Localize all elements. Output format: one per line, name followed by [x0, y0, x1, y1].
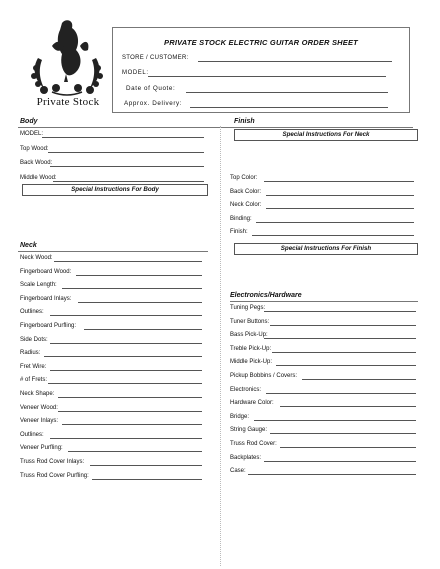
field-label: MODEL: — [20, 131, 44, 137]
neck-heading: Neck — [20, 242, 37, 249]
field-line[interactable] — [280, 447, 416, 448]
field-line[interactable] — [280, 406, 416, 407]
field-label: Top Color: — [230, 175, 258, 181]
form-field[interactable] — [230, 399, 416, 408]
form-field[interactable] — [20, 417, 202, 426]
electronics-heading: Electronics/Hardware — [230, 292, 302, 299]
form-field[interactable] — [20, 145, 204, 154]
field-label: Back Color: — [230, 188, 262, 195]
field-label: Case: — [230, 468, 246, 475]
brand-name: Private Stock — [36, 96, 100, 108]
form-field[interactable] — [20, 159, 204, 168]
field-label: Outlines: — [20, 309, 44, 316]
field-label: Bridge: — [230, 413, 250, 420]
form-field[interactable] — [230, 372, 416, 381]
form-field[interactable] — [20, 404, 202, 413]
form-field[interactable] — [230, 304, 416, 313]
field-label: Middle Wood: — [20, 174, 57, 181]
form-field[interactable] — [20, 363, 202, 372]
field-line[interactable] — [302, 379, 416, 380]
store-customer-field[interactable] — [122, 54, 392, 63]
electronics-rule — [230, 301, 418, 302]
form-field[interactable] — [20, 458, 202, 467]
neck-instructions-box[interactable]: Special Instructions For Neck — [234, 129, 418, 141]
field-line[interactable] — [264, 181, 414, 182]
field-label: Radius: — [20, 350, 41, 357]
field-label: Bass Pick-Up: — [230, 332, 268, 339]
field-line[interactable] — [254, 420, 416, 421]
form-field[interactable] — [230, 345, 416, 354]
field-label: Side Dots: — [20, 336, 48, 343]
field-line[interactable] — [68, 451, 202, 452]
form-field[interactable] — [230, 467, 416, 476]
form-field[interactable] — [20, 336, 202, 345]
field-label: Middle Pick-Up: — [230, 359, 273, 366]
field-line[interactable] — [44, 356, 202, 357]
field-label: Top Wood: — [20, 145, 49, 152]
field-label: Electronics: — [230, 386, 262, 393]
field-label: Outlines: — [20, 431, 44, 438]
field-label: Tuning Pegs: — [230, 305, 266, 311]
field-label: Fingerboard Inlays: — [20, 295, 72, 302]
field-label: Pickup Bobbins / Covers: — [230, 373, 298, 379]
field-line[interactable] — [248, 474, 416, 475]
field-label: Approx. Delivery: — [124, 100, 183, 107]
field-label: Neck Wood: — [20, 255, 53, 261]
field-label: Fret Wire: — [20, 363, 47, 370]
form-field[interactable] — [20, 295, 202, 304]
field-label: Date of Quote: — [126, 85, 176, 92]
field-line[interactable] — [270, 433, 416, 434]
finish-heading: Finish — [234, 118, 255, 125]
form-field[interactable] — [230, 440, 416, 449]
field-line[interactable] — [50, 370, 202, 371]
approx-delivery-field[interactable] — [124, 100, 388, 109]
field-line[interactable] — [264, 338, 416, 339]
field-label: Veneer Purfling: — [20, 445, 63, 452]
form-field[interactable] — [230, 331, 416, 340]
field-line[interactable] — [276, 365, 416, 366]
field-label: Hardware Color: — [230, 400, 274, 407]
form-field[interactable] — [20, 130, 204, 139]
field-line[interactable] — [50, 315, 202, 316]
model-field[interactable] — [122, 69, 386, 78]
field-line[interactable] — [186, 92, 388, 93]
form-field[interactable] — [20, 254, 202, 263]
field-line[interactable] — [62, 424, 202, 425]
field-line[interactable] — [42, 137, 204, 138]
field-line[interactable] — [266, 195, 414, 196]
form-field[interactable] — [230, 228, 414, 237]
field-line[interactable] — [198, 61, 392, 62]
field-label: Back Wood: — [20, 160, 53, 166]
form-field[interactable] — [230, 413, 416, 422]
field-label: Neck Shape: — [20, 391, 55, 397]
field-line[interactable] — [54, 261, 202, 262]
field-label: Truss Rod Cover Inlays: — [20, 459, 85, 465]
field-line[interactable] — [92, 479, 202, 480]
form-field[interactable] — [230, 174, 414, 183]
field-line[interactable] — [48, 383, 202, 384]
form-field[interactable] — [230, 188, 414, 197]
column-divider — [220, 126, 221, 566]
form-field[interactable] — [230, 215, 414, 224]
field-label: MODEL: — [122, 70, 149, 76]
form-title: PRIVATE STOCK ELECTRIC GUITAR ORDER SHEET — [164, 38, 358, 47]
form-field[interactable] — [20, 431, 202, 440]
field-label: Binding: — [230, 215, 252, 222]
field-label: Veneer Wood: — [20, 404, 58, 411]
field-line[interactable] — [190, 107, 388, 108]
date-of-quote-field[interactable] — [126, 85, 388, 94]
field-label: Truss Rod Cover: — [230, 441, 277, 447]
field-line[interactable] — [58, 411, 202, 412]
field-label: Scale Length: — [20, 282, 57, 289]
field-line[interactable] — [50, 343, 202, 344]
form-field[interactable] — [20, 268, 202, 277]
field-label: Treble Pick-Up: — [230, 345, 272, 352]
form-field[interactable] — [230, 454, 416, 463]
body-instructions-box[interactable]: Special Instructions For Body — [22, 184, 208, 196]
field-line[interactable] — [272, 352, 416, 353]
field-label: Truss Rod Cover Purfling: — [20, 472, 89, 479]
field-line[interactable] — [266, 393, 416, 394]
field-line[interactable] — [84, 329, 202, 330]
form-field[interactable] — [20, 444, 202, 453]
field-line[interactable] — [90, 465, 202, 466]
field-line[interactable] — [264, 461, 416, 462]
neck-rule — [18, 251, 208, 252]
body-heading: Body — [20, 118, 38, 125]
field-label: # of Frets: — [20, 377, 48, 384]
field-label: Backplates: — [230, 454, 262, 461]
field-label: Neck Color: — [230, 202, 262, 208]
field-label: Finish: — [230, 229, 248, 235]
field-label: Tuner Buttons: — [230, 318, 270, 325]
section-rule — [18, 127, 413, 128]
field-line[interactable] — [48, 152, 204, 153]
field-line[interactable] — [270, 325, 416, 326]
field-line[interactable] — [78, 302, 202, 303]
field-line[interactable] — [264, 311, 416, 312]
field-line[interactable] — [50, 438, 202, 439]
form-field[interactable] — [230, 318, 416, 327]
field-label: STORE / CUSTOMER: — [122, 55, 189, 61]
form-field[interactable] — [20, 281, 202, 290]
field-label: Fingerboard Purfling: — [20, 323, 77, 329]
form-field[interactable] — [20, 322, 202, 331]
field-line[interactable] — [50, 166, 204, 167]
field-label: Veneer Inlays: — [20, 418, 59, 425]
field-line[interactable] — [256, 222, 414, 223]
field-label: Fingerboard Wood: — [20, 268, 72, 275]
finish-instructions-box[interactable]: Special Instructions For Finish — [234, 243, 418, 255]
field-line[interactable] — [76, 275, 202, 276]
form-field[interactable] — [20, 174, 204, 183]
form-field[interactable] — [20, 308, 202, 317]
field-line[interactable] — [252, 235, 414, 236]
form-field[interactable] — [20, 376, 202, 385]
field-line[interactable] — [53, 181, 204, 182]
field-label: String Gauge: — [230, 427, 268, 434]
form-field[interactable] — [230, 201, 414, 210]
form-field[interactable] — [230, 358, 416, 367]
field-line[interactable] — [58, 397, 202, 398]
form-field[interactable] — [20, 390, 202, 399]
field-line[interactable] — [266, 208, 414, 209]
field-line[interactable] — [62, 288, 202, 289]
field-line[interactable] — [148, 76, 386, 77]
form-field[interactable] — [230, 426, 416, 435]
form-field[interactable] — [20, 349, 202, 358]
form-field[interactable] — [230, 386, 416, 395]
form-field[interactable] — [20, 472, 202, 481]
